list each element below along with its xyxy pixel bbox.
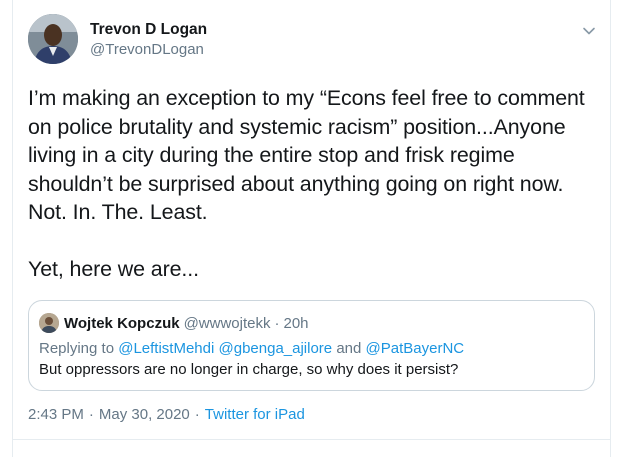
tweet-date[interactable]: May 30, 2020 [98, 406, 190, 423]
mention-link[interactable]: @PatBayerNC [365, 340, 465, 357]
paragraph-spacer [28, 227, 598, 256]
chevron-down-icon[interactable] [580, 22, 598, 40]
quoted-tweet-header [39, 313, 309, 333]
quoted-author-handle: @wwwojtekk [183, 314, 271, 332]
mention-link[interactable]: @gbenga_ajilore [218, 340, 333, 357]
replying-prefix: Replying to [39, 340, 115, 357]
quoted-tweet[interactable] [28, 300, 595, 391]
tweet-metadata [28, 405, 305, 425]
author-names [90, 20, 207, 60]
author-avatar-image [28, 14, 78, 64]
tweet-body [28, 84, 598, 284]
author-avatar[interactable] [28, 14, 78, 64]
quoted-author-avatar [39, 313, 59, 333]
tweet-card [12, 0, 611, 457]
divider [13, 439, 610, 440]
replying-to-line [39, 339, 464, 359]
quoted-author-name: Wojtek Kopczuk [64, 314, 180, 332]
reply-joiner: and [336, 340, 362, 357]
quoted-time-ago: 20h [283, 314, 309, 332]
tweet-header [28, 14, 598, 66]
tweet-time[interactable]: 2:43 PM [28, 406, 84, 423]
tweet-paragraph: I’m making an exception to my “Econs feel free to comment on police brutality and systemic racism” position...Anyone living in a city during the entire stop and frisk regime shouldn’t be surprised about anything going on right now. Not. In. The. Least. [28, 86, 585, 224]
meta-separator: · [194, 406, 200, 423]
meta-separator: · [88, 406, 94, 423]
author-display-name[interactable]: Trevon D Logan [90, 21, 208, 38]
quoted-avatar-image [39, 313, 59, 333]
tweet-paragraph: Yet, here we are... [28, 257, 199, 281]
mention-link[interactable]: @LeftistMehdi [118, 340, 215, 357]
quoted-tweet-text: But oppressors are no longer in charge, so why does it persist? [39, 361, 459, 378]
author-handle[interactable]: @TrevonDLogan [90, 41, 204, 58]
quoted-separator: · [274, 314, 280, 332]
tweet-source-link[interactable]: Twitter for iPad [204, 406, 305, 423]
